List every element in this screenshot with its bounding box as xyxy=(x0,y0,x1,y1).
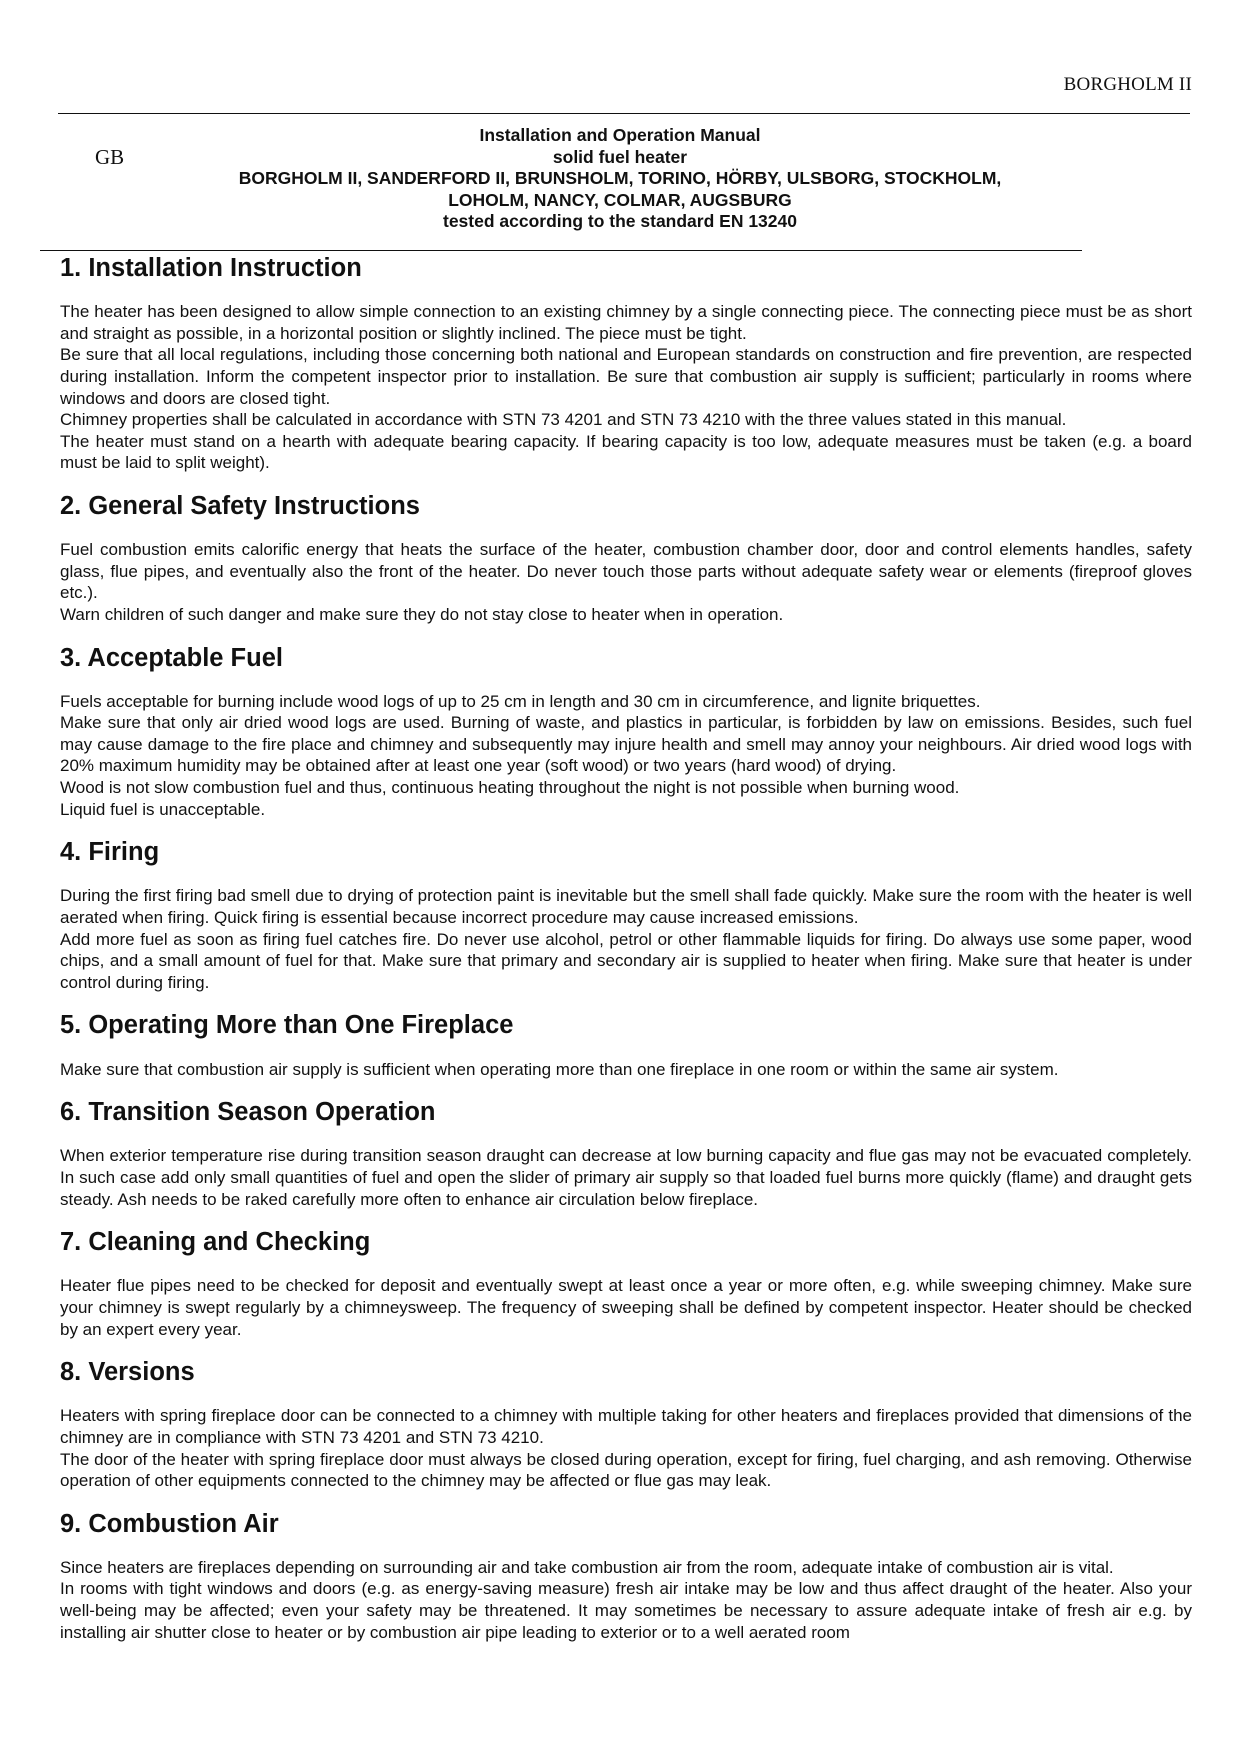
title-line: solid fuel heater xyxy=(552,146,688,167)
title-line: BORGHOLM II, SANDERFORD II, BRUNSHOLM, TORINO, HÖRBY, ULSBORG, STOCKHOLM, xyxy=(238,168,1002,189)
paragraph: During the first firing bad smell due to drying of protection paint is inevitable but the smell shall fade quickly. Make sure the room with the heater is well aerated when firing. Quick firing is essential because incorrect procedure may cause increased emissions. xyxy=(60,886,1192,928)
title-rule xyxy=(40,250,1082,251)
paragraph: Add more fuel as soon as firing fuel catches fire. Do never use alcohol, petrol or other flammable liquids for firing. Do always use some paper, wood chips, and a small amount of fuel for that. Make sure that primary and secondary air is supplied to heater when firing. Make sure that heater is under control during firing. xyxy=(60,929,1192,992)
paragraph: Fuels acceptable for burning include wood logs of up to 25 cm in length and 30 cm in circumference, and lignite briquettes. xyxy=(60,691,981,711)
running-head: BORGHOLM II xyxy=(1063,74,1192,95)
paragraph: The door of the heater with spring fireplace door must always be closed during operation, except for firing, fuel charging, and ash removing. Otherwise operation of other equipments connected to the chimney may be affected or flue gas may leak. xyxy=(60,1449,1192,1491)
section-title: 3. Acceptable Fuel xyxy=(60,643,283,672)
section-title: 1. Installation Instruction xyxy=(60,254,362,282)
paragraph: Heaters with spring fireplace door can be connected to a chimney with multiple taking for other heaters and fireplaces provided that dimensions of the chimney are in compliance with STN 73 4201 and STN 73 4210. xyxy=(60,1406,1192,1447)
paragraph: The heater must stand on a hearth with adequate bearing capacity. If bearing capacity is too low, adequate measures must be taken (e.g. a board must be laid to split weight). xyxy=(60,431,1192,473)
section-title: 8. Versions xyxy=(60,1358,195,1387)
paragraph: When exterior temperature rise during transition season draught can decrease at low burning capacity and flue gas may not be evacuated completely. In such case add only small quantities of fuel and open the slider of primary air supply so that loaded fuel burns more quickly (flame) and draught gets steady. Ash needs to be raked carefully more often to enhance air circulation below fireplace. xyxy=(60,1146,1192,1209)
paragraph: Since heaters are fireplaces depending on surrounding air and take combustion air from the room, adequate intake of combustion air is vital. xyxy=(60,1557,1114,1577)
paragraph: Wood is not slow combustion fuel and thus, continuous heating throughout the night is not possible when burning wood. xyxy=(60,778,960,798)
paragraph: Make sure that only air dried wood logs are used. Burning of waste, and plastics in particular, is forbidden by law on emissions. Besides, such fuel may cause damage to the fire place and chimney and subsequently may injure health and smell may annoy your neighbours. Air dried wood logs with 20% maximum humidity may be obtained after at least one year (soft wood) or two years (hard wood) of drying. xyxy=(60,713,1192,776)
section-title: 4. Firing xyxy=(60,838,160,867)
section-title: 7. Cleaning and Checking xyxy=(60,1228,371,1257)
paragraph: Make sure that combustion air supply is sufficient when operating more than one fireplace in one room or within the same air system. xyxy=(60,1059,1059,1079)
language-code: GB xyxy=(95,145,125,169)
section-title: 9. Combustion Air xyxy=(60,1509,279,1538)
title-line: Installation and Operation Manual xyxy=(479,125,761,145)
paragraph: Warn children of such danger and make sure they do not stay close to heater when in operation. xyxy=(60,604,784,624)
header-rule xyxy=(58,113,1190,114)
paragraph: Liquid fuel is unacceptable. xyxy=(60,799,266,819)
paragraph: Heater flue pipes need to be checked for deposit and eventually swept at least once a year or more often, e.g. while sweeping chimney. Make sure your chimney is swept regularly by a chimneysweep. The frequency of sweeping shall be defined by competent inspector. Heater should be checked by an expert every year. xyxy=(60,1276,1192,1339)
title-line: LOHOLM, NANCY, COLMAR, AUGSBURG xyxy=(448,189,792,210)
paragraph: The heater has been designed to allow simple connection to an existing chimney by a single connecting piece. The connecting piece must be as short and straight as possible, in a horizontal position or slightly inclined. The piece must be tight. xyxy=(60,302,1192,343)
section-title: 5. Operating More than One Fireplace xyxy=(60,1011,514,1040)
document-title xyxy=(170,125,1070,233)
section-title: 6. Transition Season Operation xyxy=(60,1098,436,1127)
paragraph: Chimney properties shall be calculated in accordance with STN 73 4201 and STN 73 4210 with the three values stated in this manual. xyxy=(60,410,1067,430)
section-title: 2. General Safety Instructions xyxy=(60,491,420,520)
paragraph: In rooms with tight windows and doors (e.g. as energy-saving measure) fresh air intake may be low and thus affect draught of the heater. Also your well-being may be affected; even your safety may be threatened. It may sometimes be necessary to assure adequate intake of fresh air e.g. by installing air shutter close to heater or by combustion air pipe leading to exterior or to a well aerated room xyxy=(60,1579,1192,1642)
paragraph: Be sure that all local regulations, including those concerning both national and European standards on construction and fire prevention, are respected during installation. Inform the competent inspector prior to installation. Be sure that combustion air supply is sufficient; particularly in rooms where windows and doors are closed tight. xyxy=(60,345,1192,408)
paragraph: Fuel combustion emits calorific energy that heats the surface of the heater, combustion chamber door, door and control elements handles, safety glass, flue pipes, and eventually also the front of the heater. Do never touch those parts without adequate safety wear or elements (fireproof gloves etc.). xyxy=(60,540,1192,603)
title-line: tested according to the standard EN 13240 xyxy=(443,211,797,232)
document-body xyxy=(60,254,1192,1643)
